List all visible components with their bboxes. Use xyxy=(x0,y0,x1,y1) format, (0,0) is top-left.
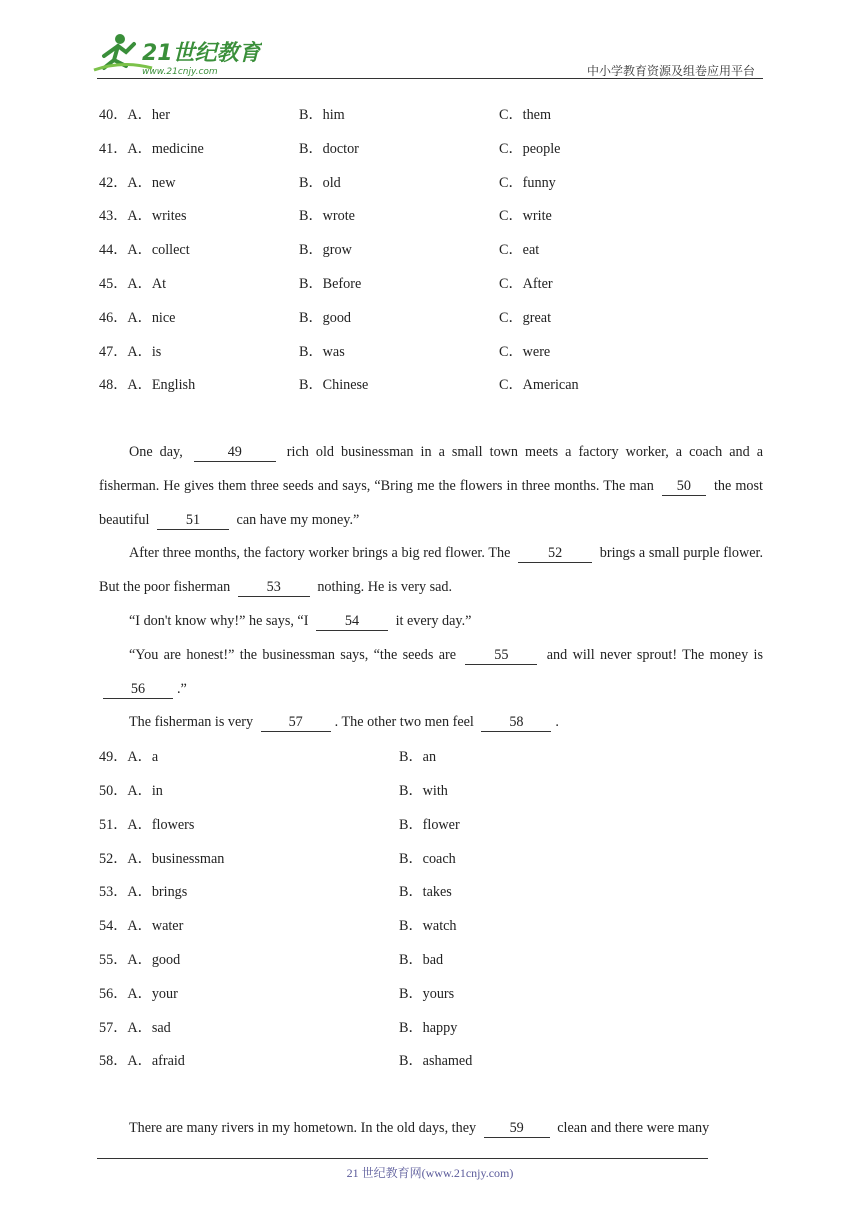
question-number: 42． xyxy=(99,174,128,191)
logo-text: 21世纪教育 xyxy=(142,41,261,66)
question-row xyxy=(99,943,763,977)
option-c[interactable]: C．were xyxy=(499,343,551,360)
blank-54: 54 xyxy=(316,612,388,631)
question-row xyxy=(99,1011,763,1045)
question-row xyxy=(99,1044,763,1078)
question-row xyxy=(99,301,763,335)
footer-divider xyxy=(97,1158,708,1159)
question-row xyxy=(99,842,763,876)
option-b[interactable]: B．doctor xyxy=(299,140,359,157)
option-a[interactable]: A．your xyxy=(127,985,178,1002)
option-c[interactable]: C．eat xyxy=(499,242,540,259)
option-b[interactable]: B．watch xyxy=(399,918,457,935)
text: There are many rivers in my hometown. In the old days, they xyxy=(129,1119,477,1136)
spacer xyxy=(99,402,763,436)
option-a[interactable]: A．At xyxy=(127,275,167,292)
header-platform-text: 中小学教育资源及组卷应用平台 xyxy=(586,64,755,78)
text: can have my money.” xyxy=(236,511,360,528)
option-a-cell xyxy=(99,166,175,200)
option-a[interactable]: A．is xyxy=(127,343,162,360)
site-logo xyxy=(92,30,262,78)
option-b[interactable]: B．flower xyxy=(399,816,460,833)
text: . The other two men feel xyxy=(334,714,474,731)
text: “You are honest!” the businessman says, “the seeds are xyxy=(129,646,457,663)
option-b[interactable]: B．yours xyxy=(399,985,455,1002)
option-a[interactable]: A．good xyxy=(127,951,181,968)
question-number: 55． xyxy=(99,951,128,968)
question-number: 46． xyxy=(99,309,128,326)
passage-paragraph-1 xyxy=(99,436,763,537)
option-a-cell xyxy=(99,368,195,402)
question-number: 44． xyxy=(99,242,128,259)
option-a[interactable]: A．English xyxy=(127,377,196,394)
blank-55: 55 xyxy=(465,646,537,665)
question-row xyxy=(99,267,763,301)
option-b[interactable]: B．grow xyxy=(299,242,352,259)
option-a-cell xyxy=(99,199,187,233)
option-a-cell xyxy=(99,1044,185,1078)
header-divider xyxy=(97,78,763,79)
blank-49: 49 xyxy=(194,443,276,462)
text: brings a small purple flower. But the poor fisherman xyxy=(99,545,764,596)
option-c[interactable]: C．American xyxy=(499,377,579,394)
text: One day, xyxy=(129,443,183,460)
option-a-cell xyxy=(99,233,190,267)
blank-57: 57 xyxy=(261,713,331,732)
exam-content xyxy=(99,98,763,1146)
question-number: 41． xyxy=(99,140,128,157)
text: the most beautiful xyxy=(99,477,763,528)
option-b[interactable]: B．was xyxy=(299,343,345,360)
question-number: 48． xyxy=(99,377,128,394)
question-row xyxy=(99,909,763,943)
text: nothing. He is very sad. xyxy=(317,579,453,596)
option-b[interactable]: B．old xyxy=(299,174,341,191)
question-row xyxy=(99,335,763,369)
blank-59: 59 xyxy=(484,1119,550,1138)
passage2-paragraph-1 xyxy=(99,1112,763,1146)
blank-58: 58 xyxy=(481,713,551,732)
option-b[interactable]: B．takes xyxy=(399,884,452,901)
page-header xyxy=(0,0,860,80)
question-row xyxy=(99,233,763,267)
option-c[interactable]: C．people xyxy=(499,140,561,157)
option-a[interactable]: A．medicine xyxy=(127,140,204,157)
blank-56: 56 xyxy=(103,680,173,699)
option-b[interactable]: B．an xyxy=(399,749,437,766)
logo-url: www.21cnjy.com xyxy=(142,67,218,77)
passage-paragraph-2 xyxy=(99,537,763,605)
options-group-49-58 xyxy=(99,740,763,1078)
option-a-cell xyxy=(99,335,161,369)
text: it every day.” xyxy=(395,612,472,629)
option-a-cell xyxy=(99,1011,171,1045)
option-a-cell xyxy=(99,808,194,842)
option-b[interactable]: B．him xyxy=(299,107,345,123)
option-a-cell xyxy=(99,740,158,774)
option-b[interactable]: B．with xyxy=(399,782,448,799)
question-number: 50． xyxy=(99,782,128,799)
spacer xyxy=(99,1078,763,1112)
passage-paragraph-3 xyxy=(99,605,763,639)
option-a[interactable]: A．flowers xyxy=(127,816,195,833)
option-c[interactable]: C．great xyxy=(499,309,552,326)
passage-paragraph-4 xyxy=(99,639,763,707)
text: After three months, the factory worker brings a big red flower. The xyxy=(129,545,511,562)
page-footer: 21 世纪教育网(www.21cnjy.com) xyxy=(346,1166,514,1180)
blank-51: 51 xyxy=(157,511,229,530)
options-group-40-48 xyxy=(99,98,763,402)
question-row xyxy=(99,132,763,166)
text: rich old businessman in a small town meets a factory worker, a coach and a fisherman. He gives them three seeds and says, “Bring me the flowers in three months. The man xyxy=(99,443,763,494)
question-number: 47． xyxy=(99,343,128,360)
question-row xyxy=(99,166,763,200)
question-row xyxy=(99,808,763,842)
option-a-cell xyxy=(99,977,178,1011)
option-a-cell xyxy=(99,98,170,132)
question-number: 45． xyxy=(99,275,128,292)
option-b[interactable]: B．happy xyxy=(399,1019,458,1036)
option-b[interactable]: B．Before xyxy=(299,275,362,292)
option-c[interactable]: C．them xyxy=(499,107,552,123)
passage-paragraph-5 xyxy=(99,706,763,740)
question-number: 54． xyxy=(99,918,128,935)
option-a[interactable]: A．sad xyxy=(127,1019,171,1036)
option-a-cell xyxy=(99,842,224,876)
option-a[interactable]: A．nice xyxy=(127,309,176,326)
option-a-cell xyxy=(99,132,204,166)
option-a[interactable]: A．afraid xyxy=(127,1053,185,1070)
option-a[interactable]: A．businessman xyxy=(127,850,225,867)
option-b[interactable]: B．bad xyxy=(399,951,444,968)
option-a-cell xyxy=(99,774,163,808)
option-a[interactable]: A．new xyxy=(127,174,176,191)
text: clean and there were many xyxy=(557,1119,710,1136)
blank-53: 53 xyxy=(238,578,310,597)
question-row xyxy=(99,977,763,1011)
question-row xyxy=(99,368,763,402)
text: The fisherman is very xyxy=(129,714,254,731)
option-a-cell xyxy=(99,301,175,335)
option-a[interactable]: A．collect xyxy=(127,242,190,259)
text: and will never sprout! The money is xyxy=(546,646,764,663)
option-b[interactable]: B．wrote xyxy=(299,208,355,225)
question-number: 57． xyxy=(99,1019,128,1036)
option-a[interactable]: A．brings xyxy=(127,884,188,901)
question-row xyxy=(99,774,763,808)
question-number: 56． xyxy=(99,985,128,1002)
text: “I don't know why!” he says, “I xyxy=(129,612,309,629)
question-number: 58． xyxy=(99,1053,128,1070)
option-a[interactable]: A．water xyxy=(127,918,184,935)
text: . xyxy=(555,714,559,731)
question-row xyxy=(99,740,763,774)
option-a[interactable]: A．in xyxy=(127,782,163,799)
blank-52: 52 xyxy=(518,544,592,563)
question-number: 40． xyxy=(99,107,128,123)
option-a-cell xyxy=(99,267,166,301)
cloze-passage-2 xyxy=(99,1112,763,1146)
question-row xyxy=(99,875,763,909)
question-number: 43． xyxy=(99,208,128,225)
option-a[interactable]: A．writes xyxy=(127,208,187,225)
question-row xyxy=(99,199,763,233)
question-row xyxy=(99,98,763,132)
option-a[interactable]: A．her xyxy=(127,107,170,123)
option-a-cell xyxy=(99,909,183,943)
question-number: 52． xyxy=(99,850,128,867)
option-a-cell xyxy=(99,875,187,909)
option-b[interactable]: B．Chinese xyxy=(299,377,369,394)
blank-50: 50 xyxy=(662,477,706,496)
option-b[interactable]: B．ashamed xyxy=(399,1053,473,1070)
option-a-cell xyxy=(99,943,180,977)
option-c[interactable]: C．write xyxy=(499,208,552,225)
option-a[interactable]: A．a xyxy=(127,749,159,766)
option-b[interactable]: B．coach xyxy=(399,850,456,867)
option-c[interactable]: C．funny xyxy=(499,174,556,191)
option-b[interactable]: B．good xyxy=(299,309,352,326)
question-number: 51． xyxy=(99,816,128,833)
question-number: 53． xyxy=(99,884,128,901)
option-c[interactable]: C．After xyxy=(499,275,553,292)
question-number: 49． xyxy=(99,749,128,766)
cloze-passage xyxy=(99,436,763,740)
text: .” xyxy=(177,680,187,697)
